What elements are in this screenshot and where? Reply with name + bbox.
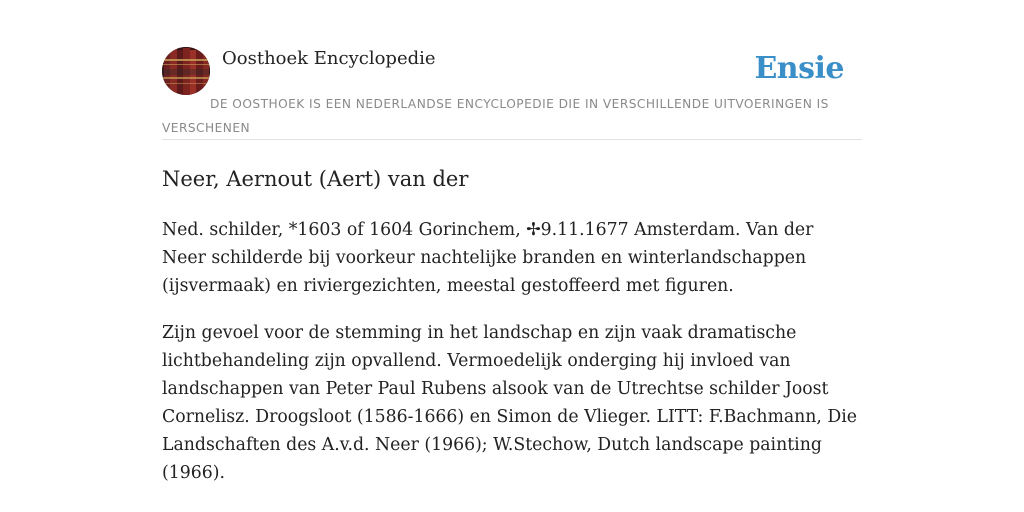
article-paragraph: Zijn gevoel voor de stemming in het landschap en zijn vaak dramatische lichtbehandeling zijn opvallend. Vermoedelijk onderging hij invloed van landschappen van Peter Paul Rubens alsook van de Utrechtse schilder Joost Cornelisz. Droogsloot (1586-1666) en Simon de Vlieger. LITT: F.Bachmann, Die Landschaften des A.v.d. Neer (1966); W.Stechow, Dutch landscape painting (1966). [162, 323, 857, 483]
site-tagline: DE OOSTHOEK IS EEN NEDERLANDSE ENCYCLOPEDIE DIE IN VERSCHILLENDE UITVOERINGEN IS VERSCHENEN [162, 97, 829, 135]
article-paragraph: Ned. schilder, *1603 of 1604 Gorinchem, ✢9.11.1677 Amsterdam. Van der Neer schilderde bij voorkeur nachtelijke branden en winterlandschappen (ijsvermaak) en riviergezichten, meestal gestoffeerd met figuren. [162, 220, 814, 296]
site-name[interactable]: Oosthoek Encyclopedie [222, 48, 436, 69]
article-title: Neer, Aernout (Aert) van der [162, 167, 469, 191]
book-spines-icon[interactable] [162, 47, 210, 95]
page-container [162, 0, 862, 512]
brand-logo[interactable]: Ensie [754, 51, 844, 86]
header-divider [162, 139, 862, 140]
site-header [162, 0, 862, 140]
